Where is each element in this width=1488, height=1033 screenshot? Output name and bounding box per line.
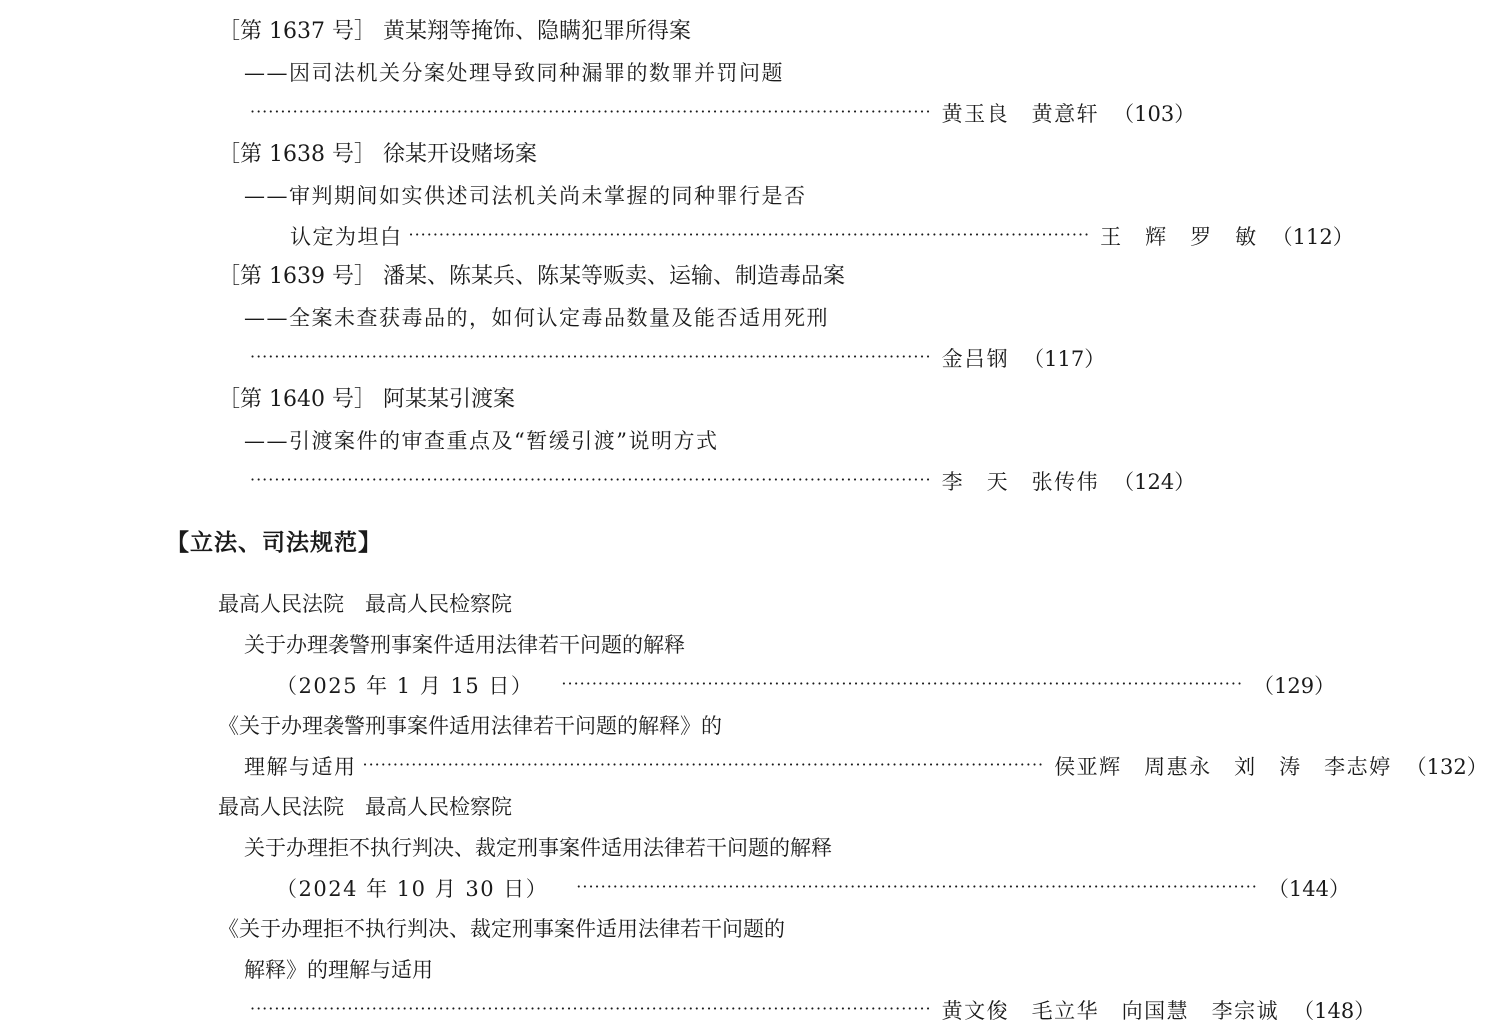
entry-title: 关于办理拒不执行判决、裁定刑事案件适用法律若干问题的解释 [244,836,832,860]
page-number-entry-3: （144） [1267,877,1350,901]
case-subtitle-1639: ——全案未查获毒品的，如何认定毒品数量及能否适用死刑 [244,306,829,330]
entry-date: （2025 年 1 月 15 日） [276,674,534,698]
dot-leader: ················································································································ [408,225,1091,244]
case-title-1640: ［第 1640 号］ 阿某某引渡案 [218,387,515,412]
page-number-entry-1: （129） [1253,674,1336,698]
toc-leader-row-entry-4[interactable] [244,995,1376,1027]
article-authors: 黄文俊 毛立华 向国慧 李宗诚 [941,999,1280,1023]
dot-leader: ················································································································ [576,877,1258,896]
article-title-cont: 解释》的理解与适用 [244,958,433,982]
case-subtitle-1638: ——审判期间如实供述司法机关尚未掌握的同种罪行是否 [244,184,807,208]
article-authors: 侯亚辉 周惠永 刘 涛 李志婷 [1054,755,1392,779]
entry-date: （2024 年 10 月 30 日） [276,877,549,901]
page-number-1638: （112） [1271,225,1354,249]
case-author-1637: 黄玉良 黄意轩 [941,102,1100,126]
article-title: 《关于办理袭警刑事案件适用法律若干问题的解释》的 [218,714,722,738]
dot-leader: ················································································································ [250,470,932,489]
entry-title: 关于办理袭警刑事案件适用法律若干问题的解释 [244,633,685,657]
dot-leader: ················································································································ [561,674,1244,693]
page-number-1639: （117） [1023,347,1106,371]
toc-leader-row-entry-1[interactable] [276,670,1336,702]
toc-leader-row-entry-2[interactable] [244,751,1488,783]
page-number-1637: （103） [1113,102,1196,126]
toc-leader-row-1638[interactable] [290,221,1354,253]
article-title-cont: 理解与适用 [244,755,357,779]
case-subtitle-cont-1638: 认定为坦白 [290,225,403,249]
dot-leader: ················································································································ [362,755,1045,774]
dot-leader: ················································································································ [250,102,932,121]
case-subtitle-1640: ——引渡案件的审查重点及“暂缓引渡”说明方式 [244,429,719,453]
dot-leader: ················································································································ [250,347,932,366]
case-author-1639: 金吕钢 [941,347,1010,371]
entry-issuer: 最高人民法院 最高人民检察院 [218,592,512,616]
page-number-1640: （124） [1113,470,1196,494]
toc-leader-row-1639[interactable] [244,343,1106,375]
toc-leader-row-1637[interactable] [244,98,1196,130]
toc-leader-row-1640[interactable] [244,466,1196,498]
case-subtitle-1637: ——因司法机关分案处理导致同种漏罪的数罪并罚问题 [244,61,784,85]
case-author-1640: 李 天 张传伟 [941,470,1100,494]
page-number-entry-4: （148） [1293,999,1376,1023]
article-title: 《关于办理拒不执行判决、裁定刑事案件适用法律若干问题的 [218,917,785,941]
case-title-1639: ［第 1639 号］ 潘某、陈某兵、陈某等贩卖、运输、制造毒品案 [218,264,845,289]
section-heading: 【立法、司法规范】 [166,530,382,556]
case-author-1638: 王 辉 罗 敏 [1100,225,1258,249]
page-number-entry-2: （132） [1405,755,1488,779]
entry-issuer: 最高人民法院 最高人民检察院 [218,795,512,819]
toc-leader-row-entry-3[interactable] [276,873,1350,905]
case-title-1637: ［第 1637 号］ 黄某翔等掩饰、隐瞒犯罪所得案 [218,19,691,44]
dot-leader: ················································································································ [250,999,932,1018]
case-title-1638: ［第 1638 号］ 徐某开设赌场案 [218,142,537,167]
